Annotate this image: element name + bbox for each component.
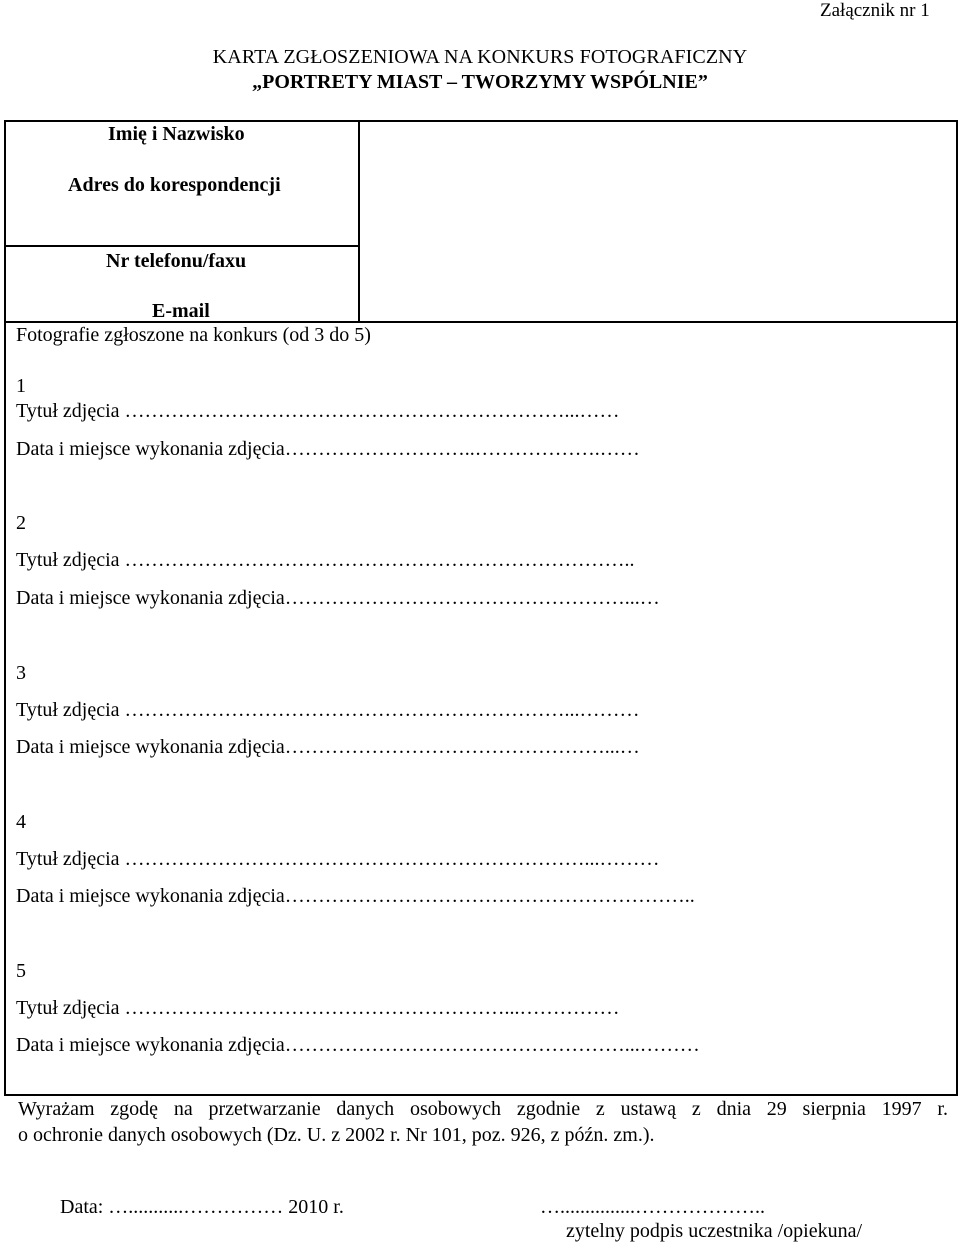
address-field[interactable] bbox=[362, 196, 956, 246]
photos-heading: Fotografie zgłoszone na konkurs (od 3 do 5) bbox=[16, 324, 371, 346]
consent-statement bbox=[18, 1096, 948, 1148]
consent-line: o ochronie danych osobowych (Dz. U. z 2002 r. Nr 101, poz. 926, z późn. zm.). bbox=[18, 1124, 655, 1146]
entry-number: 4 bbox=[16, 811, 26, 833]
address-label: Adres do korespondencji bbox=[68, 174, 281, 196]
photo-title-field[interactable]: Tytuł zdjęcia …………………………………………………...…………… bbox=[16, 997, 620, 1019]
email-field[interactable] bbox=[362, 286, 956, 320]
consent-line: Wyrażam zgodę na przetwarzanie danych osobowych zgodnie z ustawą z dnia 29 sierpnia 1997 r. bbox=[18, 1098, 948, 1120]
attachment-label: Załącznik nr 1 bbox=[820, 0, 930, 21]
phone-field[interactable] bbox=[362, 248, 956, 282]
photo-date-place-field[interactable]: Data i miejsce wykonania zdjęcia…………………………………………………….. bbox=[16, 885, 695, 907]
date-field[interactable]: Data: …...........…………… 2010 r. bbox=[60, 1196, 344, 1218]
row-divider bbox=[4, 245, 360, 247]
form-title: KARTA ZGŁOSZENIOWA NA KONKURS FOTOGRAFICZNY bbox=[212, 46, 748, 68]
name-field[interactable] bbox=[362, 122, 956, 194]
photo-date-place-field[interactable]: Data i miejsce wykonania zdjęcia…………………………………………...… bbox=[16, 736, 640, 758]
contest-name: „PORTRETY MIAST – TWORZYMY WSPÓLNIE” bbox=[252, 71, 708, 93]
photo-title-field[interactable]: Tytuł zdjęcia ……………………………………………………………...……… bbox=[16, 848, 660, 870]
email-label: E-mail bbox=[152, 300, 210, 322]
section-divider bbox=[4, 321, 958, 323]
phone-label: Nr telefonu/faxu bbox=[106, 250, 247, 272]
photo-title-field[interactable]: Tytuł zdjęcia ………………………………………………………………….. bbox=[16, 549, 635, 571]
entry-number: 5 bbox=[16, 960, 26, 982]
photo-date-place-field[interactable]: Data i miejsce wykonania zdjęcia………………………..……………….…… bbox=[16, 438, 640, 460]
photo-date-place-field[interactable]: Data i miejsce wykonania zdjęcia……………………………………………...… bbox=[16, 587, 660, 609]
entry-number: 1 bbox=[16, 375, 26, 397]
entry-number: 3 bbox=[16, 662, 26, 684]
name-label: Imię i Nazwisko bbox=[108, 123, 245, 145]
signature-label: zytelny podpis uczestnika /opiekuna/ bbox=[566, 1220, 863, 1242]
photo-title-field[interactable]: Tytuł zdjęcia …………………………………………………………...……… bbox=[16, 699, 640, 721]
signature-field[interactable]: …...............……………….. bbox=[540, 1196, 765, 1218]
entry-number: 2 bbox=[16, 512, 26, 534]
photo-title-field[interactable]: Tytuł zdjęcia …………………………………………………………...…… bbox=[16, 400, 620, 422]
photo-date-place-field[interactable]: Data i miejsce wykonania zdjęcia……………………………………………...……… bbox=[16, 1034, 700, 1056]
label-column-divider bbox=[358, 120, 360, 322]
